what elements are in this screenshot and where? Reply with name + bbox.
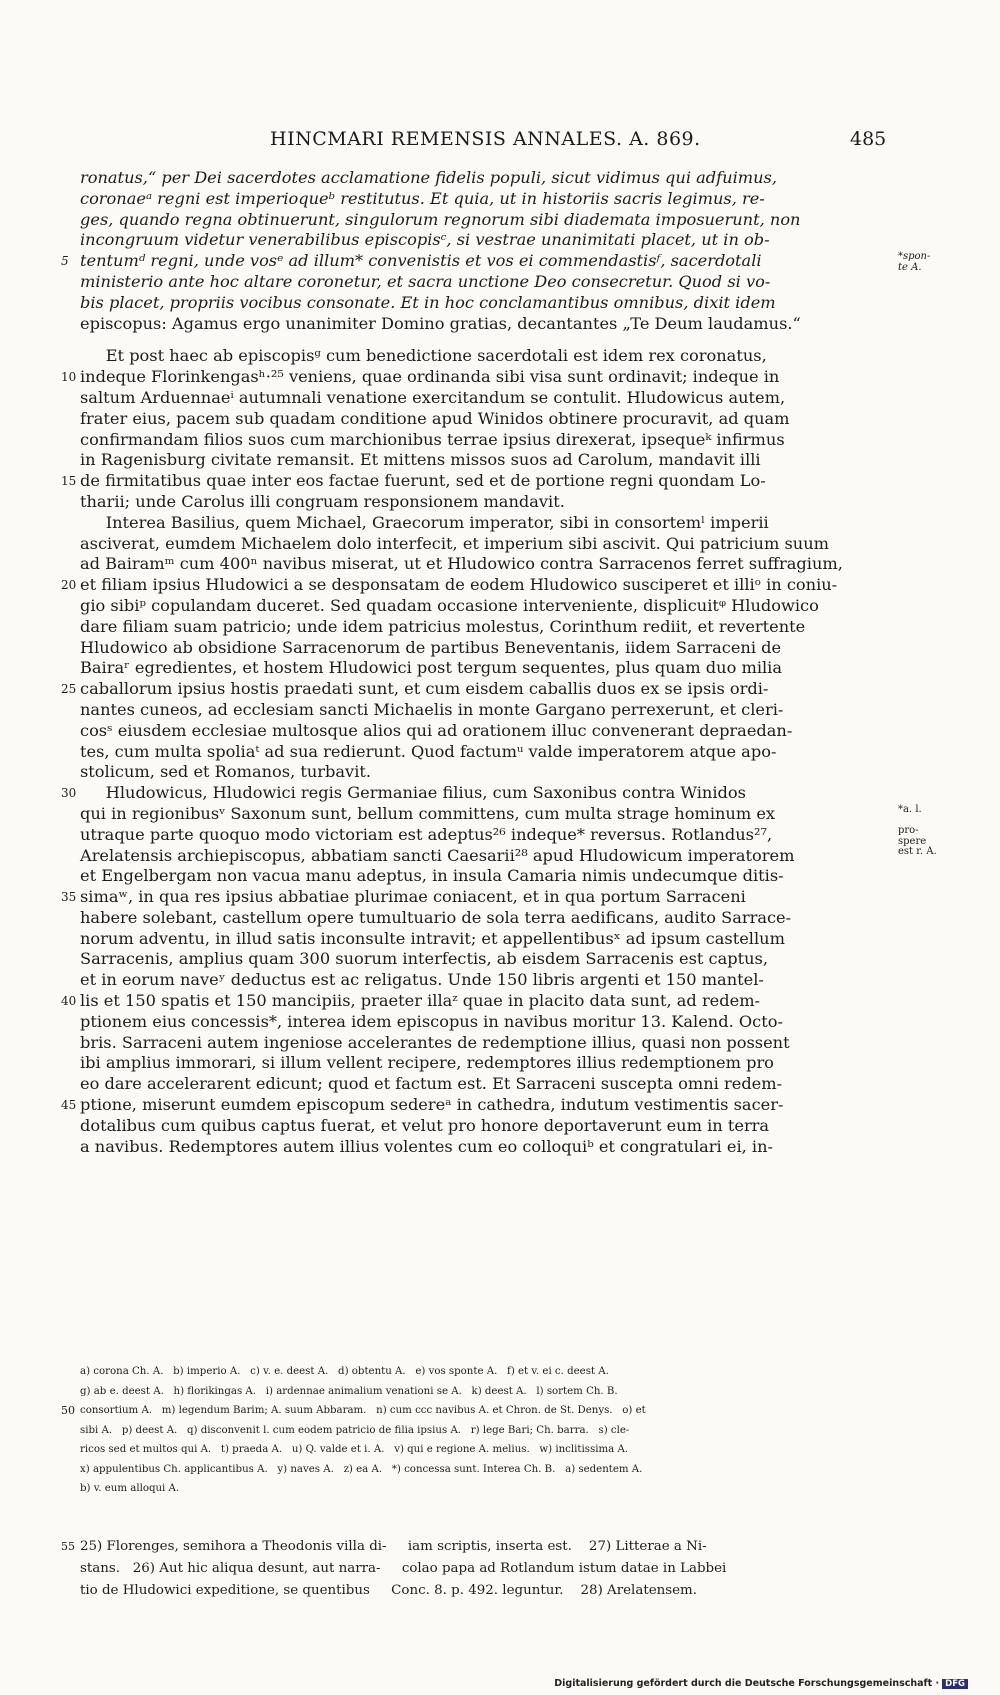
line-text: indeque Florinkengasʰ·²⁵ veniens, quae ordinanda sibi visa sunt ordinavit; indeque in: [80, 367, 780, 387]
text-line: [80, 554, 888, 575]
text-line: [80, 721, 888, 742]
footnote-line: [80, 1479, 888, 1499]
line-text: tes, cum multa spoliaᵗ ad sua redierunt. Quod factumᵘ valde imperatorem atque apo-: [80, 741, 777, 761]
line-text: ptione, miserunt eumdem episcopum sedereᵃ in cathedra, indutum vestimentis sacer-: [80, 1095, 784, 1115]
note-line: [61, 1536, 888, 1558]
text-line: [80, 1033, 888, 1054]
text-line: [80, 929, 888, 950]
line-text: saltum Arduennaeⁱ autumnali venatione exercitandum se contulit. Hludowicus autem,: [80, 387, 786, 407]
margin-note: *a. l.: [898, 803, 922, 815]
text-line: [80, 168, 888, 189]
line-text: episcopus: Agamus ergo unanimiter Domino gratias, decantantes „Te Deum laudamus.“: [80, 313, 801, 333]
margin-note: *spon-te A.: [898, 251, 931, 274]
line-text: b) v. eum alloqui A.: [80, 1483, 180, 1494]
footnote-line: [80, 1460, 888, 1480]
text-line: [61, 575, 888, 596]
line-text: de firmitatibus quae inter eos factae fuerunt, sed et de portione regni quondam Lo-: [80, 471, 766, 491]
footnote-line: [80, 1382, 888, 1402]
text-line: [61, 251, 931, 274]
text-line: [80, 803, 922, 825]
line-text: in Ragenisburg civitate remansit. Et mittens missos suos ad Carolum, mandavit illi: [80, 450, 761, 470]
line-text: tentumᵈ regni, unde vosᵉ ad illum* convenistis et vos ei commendastisᶠ, sacerdotali: [80, 251, 762, 271]
text-line: [80, 596, 888, 617]
text-line: [80, 189, 888, 210]
line-number: 50: [61, 1404, 75, 1417]
footnote-line: [80, 1440, 888, 1460]
margin-note: est r. A.: [898, 845, 937, 857]
line-text: Sarracenis, amplius quam 300 suorum interfectis, ab eisdem Sarracenis est captus,: [80, 949, 768, 969]
line-number: 55: [61, 1540, 75, 1553]
line-number: 30: [61, 786, 77, 801]
text-line: [61, 887, 888, 908]
text-line: [61, 367, 888, 388]
text-line: [80, 970, 888, 991]
line-text: ad Bairamᵐ cum 400ⁿ navibus miserat, ut et Hludowico contra Sarracenos ferret suffragium,: [80, 554, 843, 574]
critical-apparatus: [61, 1362, 888, 1499]
line-text: simaʷ, in qua res ipsius abbatiae plurimae coniacent, et in qua portum Sarraceni: [80, 887, 746, 907]
text-line: [61, 991, 888, 1012]
line-text: eo dare accelerarent edicunt; quod et factum est. Et Sarraceni suscepta omni redem-: [80, 1074, 783, 1094]
line-text: a) corona Ch. A. b) imperio A. c) v. e. deest A. d) obtentu A. e) vos sponte A. f) et v. ei c. deest A.: [80, 1366, 609, 1377]
text-line: [80, 1137, 888, 1158]
text-line: [61, 471, 888, 492]
line-number: 10: [61, 370, 77, 385]
line-text: et filiam ipsius Hludowici a se desponsatam de eodem Hludowico susciperet et illiᵒ in coniu-: [80, 575, 838, 595]
text-line: [80, 230, 888, 251]
page-title: HINCMARI REMENSIS ANNALES. A. 869.: [270, 128, 701, 150]
text-line: [80, 388, 888, 409]
line-text: incongruum videtur venerabilibus episcopisᶜ, si vestrae unanimitati placet, ut in ob-: [80, 230, 770, 250]
text-line: [80, 658, 888, 679]
text-line: [80, 949, 888, 970]
text-line: [80, 908, 888, 929]
text-line: [61, 1095, 888, 1116]
line-text: confirmandam filios suos cum marchionibus terrae ipsius direxerat, ipsequeᵏ infirmus: [80, 429, 785, 449]
line-text: tio de Hludowici expeditione, se quentibus Conc. 8. p. 492. leguntur. 28) Arelatensem.: [80, 1583, 698, 1598]
text-line: [80, 617, 888, 638]
text-line: [80, 1116, 888, 1137]
line-number: 20: [61, 578, 77, 593]
line-number: 25: [61, 682, 77, 697]
text-line: [80, 638, 888, 659]
text-line: [80, 866, 888, 887]
line-text: frater eius, pacem sub quadam conditione apud Winidos obtinere procuravit, ad quam: [80, 408, 790, 428]
text-line: [80, 346, 888, 367]
text-line: [80, 450, 888, 471]
line-text: ronatus,“ per Dei sacerdotes acclamatione fidelis populi, sicut vidimus qui adfuimus,: [80, 168, 777, 187]
note-line: [80, 1558, 888, 1580]
line-text: bis placet, propriis vocibus consonate. Et in hoc conclamantibus omnibus, dixit idem: [80, 292, 776, 312]
text-line: [80, 700, 888, 721]
text-line: [80, 272, 888, 293]
text-line: [61, 679, 888, 700]
line-text: ricos sed et multos qui A. t) praeda A. u) Q. valde et i. A. v) qui e regione A. melius. w) inclitissima A.: [80, 1444, 629, 1455]
line-text: Bairaʳ egredientes, et hostem Hludowici post tergum sequentes, plus quam duo milia: [80, 658, 782, 678]
line-text: Arelatensis archiepiscopus, abbatiam sancti Caesarii²⁸ apud Hludowicum imperatorem: [80, 845, 795, 865]
credit-text: Digitalisierung gefördert durch die Deutsche Forschungsgemeinschaft ·: [554, 1678, 940, 1689]
running-header: [0, 128, 1000, 156]
digitization-credit: [554, 1678, 968, 1689]
line-text: Interea Basilius, quem Michael, Graecorum imperator, sibi in consortemˡ imperii: [80, 512, 769, 532]
text-line: [80, 492, 888, 513]
text-line: [80, 430, 888, 451]
line-number: 40: [61, 994, 77, 1009]
line-text: norum adventu, in illud satis inconsulte intravit; et appellentibusˣ ad ipsum castellum: [80, 928, 785, 948]
text-line: [61, 783, 888, 804]
footnote-line: [61, 1401, 888, 1421]
text-line: [80, 845, 937, 867]
text-line: [80, 513, 888, 534]
line-text: asciverat, eumdem Michaelem dolo interfecit, et imperium sibi ascivit. Qui patricium suum: [80, 533, 829, 553]
text-line: [80, 210, 888, 231]
line-text: cosˢ eiusdem ecclesiae multosque alios qui ad orationem illuc convenerant depraedan-: [80, 720, 793, 740]
paragraph-gap: [80, 334, 888, 346]
page-number: 485: [850, 128, 887, 150]
line-text: nantes cuneos, ad ecclesiam sancti Michaelis in monte Gargano perrexerunt, et cleri-: [80, 699, 784, 719]
line-text: caballorum ipsius hostis praedati sunt, et cum eisdem caballis duos ex se ipsis ordi-: [80, 679, 769, 699]
text-line: [80, 824, 927, 847]
line-text: Hludowicus, Hludowici regis Germaniae filius, cum Saxonibus contra Winidos: [80, 783, 746, 803]
text-line: [80, 1012, 888, 1033]
line-text: ministerio ante hoc altare coronetur, et sacra unctione Deo consecretur. Quod si vo-: [80, 271, 771, 291]
main-text: [61, 168, 937, 1157]
line-text: ibi amplius immorari, si illum vellent recipere, redemptores illius redemptionem pro: [80, 1053, 774, 1073]
text-line: [80, 762, 888, 783]
line-text: Hludowico ab obsidione Sarracenorum de partibus Beneventanis, iidem Sarraceni de: [80, 637, 782, 657]
margin-note: pro-spere: [898, 824, 927, 847]
line-text: Et post haec ab episcopisᵍ cum benedictione sacerdotali est idem rex coronatus,: [80, 346, 767, 366]
line-text: sibi A. p) deest A. q) disconvenit l. cum eodem patricio de filia ipsius A. r) lege Bari; Ch. barra. s) cle-: [80, 1424, 630, 1436]
line-text: et Engelbergam non vacua manu adeptus, in insula Camaria nimis undecumque ditis-: [80, 866, 784, 886]
line-text: dotalibus cum quibus captus fuerat, et velut pro honore deportaverunt eum in terra: [80, 1115, 770, 1135]
line-text: coronaeᵃ regni est imperioqueᵇ restitutus. Et quia, ut in historiis sacris legimus, re-: [80, 188, 765, 208]
line-text: bris. Sarraceni autem ingeniose accelerantes de redemptione illius, quasi non possent: [80, 1032, 790, 1052]
text-line: [80, 742, 888, 763]
line-text: habere solebant, castellum opere tumultuario de sola terra aedificans, audito Sarrace-: [80, 907, 792, 927]
line-text: stans. 26) Aut hic aliqua desunt, aut narra- colao papa ad Rotlandum istum datae in Labbei: [80, 1561, 727, 1576]
line-text: utraque parte quoquo modo victoriam est adeptus²⁶ indeque* reversus. Rotlandus²⁷,: [80, 824, 773, 844]
text-line: [80, 409, 888, 430]
editorial-notes: [61, 1536, 888, 1602]
line-text: tharii; unde Carolus illi congruam responsionem mandavit.: [80, 491, 565, 511]
text-line: [80, 1053, 888, 1074]
line-text: gio sibiᵖ copulandam duceret. Sed quadam occasione interveniente, displicuitᵠ Hludowico: [80, 595, 819, 615]
line-text: ges, quando regna obtinuerunt, singulorum regnorum sibi diademata imposuerunt, non: [80, 209, 801, 229]
line-text: ptionem eius concessis*, interea idem episcopus in navibus moritur 13. Kalend. Octo-: [80, 1011, 783, 1031]
text-line: [80, 293, 888, 314]
line-text: dare filiam suam patricio; unde idem patricius molestus, Corinthum rediit, et revertente: [80, 616, 806, 636]
line-text: a navibus. Redemptores autem illius volentes cum eo colloquiᵇ et congratulari ei, in-: [80, 1136, 773, 1156]
footnote-line: [80, 1421, 888, 1441]
line-text: et in eorum naveʸ deductus est ac religatus. Unde 150 libris argenti et 150 mantel-: [80, 970, 764, 990]
line-text: stolicum, sed et Romanos, turbavit.: [80, 762, 372, 782]
line-text: lis et 150 spatis et 150 mancipiis, praeter illaᶻ quae in placito data sunt, ad redem-: [80, 991, 761, 1011]
text-line: [80, 534, 888, 555]
line-text: x) appulentibus Ch. applicantibus A. y) naves A. z) ea A. *) concessa sunt. Interea Ch. B. a) sedentem A.: [80, 1463, 643, 1475]
note-line: [80, 1580, 888, 1602]
line-text: 25) Florenges, semihora a Theodonis villa di- iam scriptis, inserta est. 27) Litterae a Ni-: [80, 1539, 707, 1554]
line-text: g) ab e. deest A. h) florikingas A. i) ardennae animalium venationi se A. k) deest A. l) sortem Ch. B.: [80, 1385, 618, 1397]
line-number: 5: [61, 254, 69, 269]
footnote-line: [80, 1362, 888, 1382]
text-line: [80, 1074, 888, 1095]
line-text: qui in regionibusᵛ Saxonum sunt, bellum committens, cum multa strage hominum ex: [80, 803, 776, 823]
text-line: [80, 314, 888, 335]
line-number: 35: [61, 890, 77, 905]
dfg-logo: DFG: [942, 1679, 968, 1689]
line-number: 45: [61, 1098, 77, 1113]
line-number: 15: [61, 474, 77, 489]
line-text: consortium A. m) legendum Barim; A. suum Abbaram. n) cum ccc navibus A. et Chron. de St. Denys. o) et: [80, 1405, 646, 1416]
